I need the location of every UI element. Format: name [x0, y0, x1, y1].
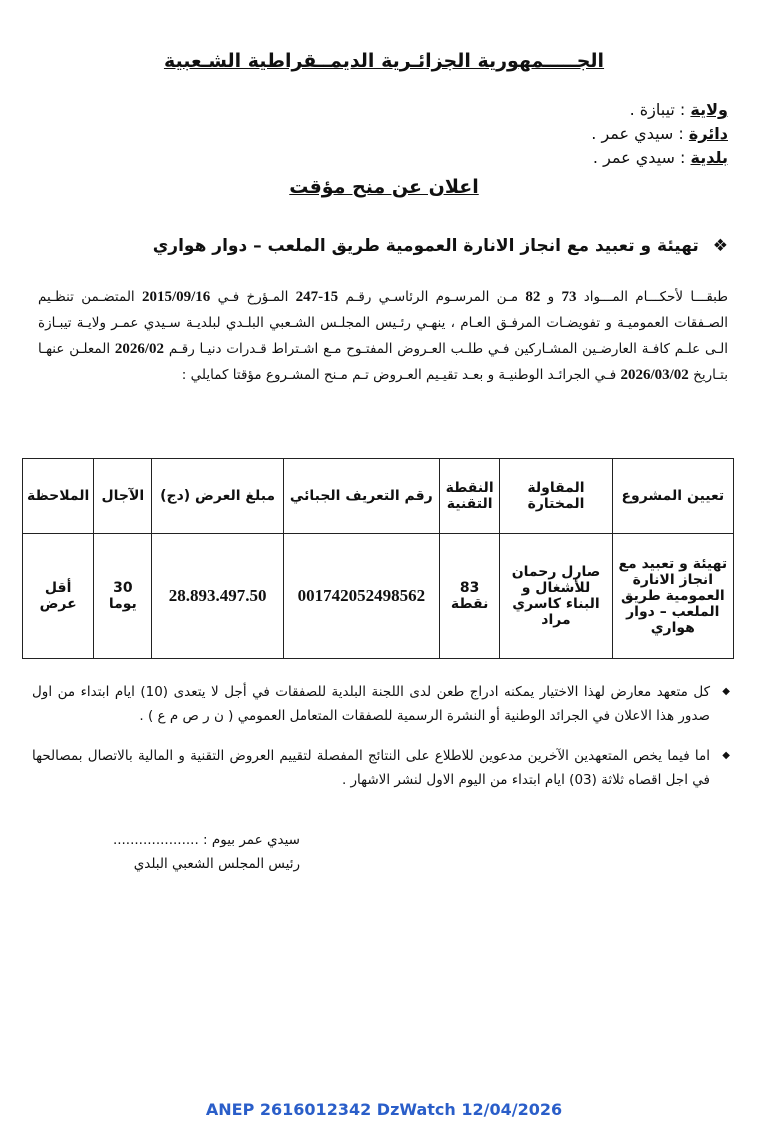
col-remark: الملاحظة	[23, 459, 94, 534]
article-number-2: 82	[525, 289, 541, 305]
daira-value: : سيدي عمر .	[591, 124, 684, 143]
decree-date: 2015/09/16	[141, 289, 211, 305]
col-score: النقطة التقنية	[439, 459, 499, 534]
daira-line	[591, 124, 728, 143]
call-date: 2026/03/02	[620, 367, 689, 383]
signature-title: رئيس المجلس الشعبي البلدي	[133, 856, 300, 872]
decree-number: 15-247	[295, 289, 339, 305]
cell-remark: أقل عرض	[23, 534, 94, 659]
note-item-2	[32, 744, 732, 792]
baladiya-label: بلدية	[690, 148, 728, 167]
note-item-1	[32, 680, 732, 728]
cell-project: تهيئة و تعبيد مع انجاز الانارة العمومية طريق الملعب – دوار هواري	[612, 534, 733, 659]
col-tax-id: رقم التعريف الجبائي	[283, 459, 439, 534]
call-number: 2026/02	[114, 341, 165, 357]
notes-list	[32, 680, 732, 808]
signature-date-line: سيدي عمر بيوم : ....................	[112, 832, 300, 848]
para-text-5: المعلـن عنهـا بتـاريخ	[38, 341, 728, 383]
article-number-1: 73	[561, 289, 577, 305]
para-text-3: المـؤرخ فـي	[217, 289, 289, 305]
note-text-1: كل متعهد معارض لهذا الاختيار يمكنه ادراج طعن لدى اللجنة البلدية للصفقات في أجل لا يتعدى (10) ايام ابتداء من اول صدور هذا الاعلان في الجرائد الوطنية أو النشرة الرسمية للصفقات المتعامل العمومي ( ن ر ص م ع ) .	[32, 684, 710, 724]
cell-company: صارل رحمان للأشغال و البناء كاسري مراد	[500, 534, 612, 659]
para-text-6: فـي الجرائـد الوطنيـة و بعـد تقيـيم العـروض تـم مـنح المشـروع مؤقتا كمايلي :	[181, 367, 617, 383]
baladiya-value: : سيدي عمر .	[592, 148, 686, 167]
wilaya-value: : تيبازة .	[629, 100, 686, 119]
col-project: تعيين المشروع	[612, 459, 733, 534]
baladiya-line	[593, 148, 728, 167]
signature-block	[40, 828, 300, 876]
cell-score: 83 نقطة	[439, 534, 499, 659]
cell-tax-id: 001742052498562	[283, 534, 439, 659]
announcement-title: اعلان عن منح مؤقت	[289, 176, 479, 198]
wilaya-line	[630, 100, 728, 119]
diamond-bullet-icon: ❖	[712, 236, 728, 256]
col-duration: الآجال	[94, 459, 152, 534]
wilaya-label: ولاية	[690, 100, 728, 119]
col-amount: مبلغ العرض (دج)	[152, 459, 283, 534]
project-title	[153, 236, 728, 256]
award-table	[22, 458, 734, 659]
body-paragraph	[38, 284, 728, 388]
col-company: المقاولة المختارة	[500, 459, 612, 534]
project-title-text: تهيئة و تعبيد مع انجاز الانارة العمومية طريق الملعب – دوار هواري	[152, 236, 699, 256]
table-header-row	[23, 459, 734, 534]
para-text-4: المتضـمن تنظـيم الصـفقات العموميـة و تفويضـات المرفـق العـام ، ينهـي رئـيس المجلـس الشـعبي البلـدي لبلديـة سـيدي عمـر ولايـة تيبـازة الـى علـم كافـة العارضـين المشـاركين فـي طلـب العـروض المفتـوح مـع اشـتراط قـدرات دنيـا رقـم	[38, 289, 729, 357]
daira-label: دائرة	[688, 124, 728, 143]
para-and: و	[547, 289, 555, 305]
footer-reference: ANEP 2616012342 DzWatch 12/04/2026	[205, 1100, 563, 1119]
note-text-2: اما فيما يخص المتعهدين الآخرين مدعوين للاطلاع على النتائج المفصلة لتقييم العروض التقنية و المالية بالاتصال بمصالحها في اجل اقصاه ثلاثة (03) ايام ابتداء من اليوم الاول لنشر الاشهار .	[32, 748, 710, 788]
para-text-2: مـن المرسـوم الرئاسـي رقـم	[345, 289, 519, 305]
para-text-1: طبقـــا لأحكـــام المـــواد	[583, 289, 729, 305]
cell-amount: 28.893.497.50	[152, 534, 283, 659]
diamond-bullet-icon: ◆	[722, 750, 730, 761]
diamond-bullet-icon: ◆	[722, 686, 730, 697]
cell-duration: 30 يوما	[94, 534, 152, 659]
republic-heading: الجـــــمهورية الجزائـرية الديمــقراطية الشـعبية	[163, 50, 605, 72]
table-row	[23, 534, 734, 659]
